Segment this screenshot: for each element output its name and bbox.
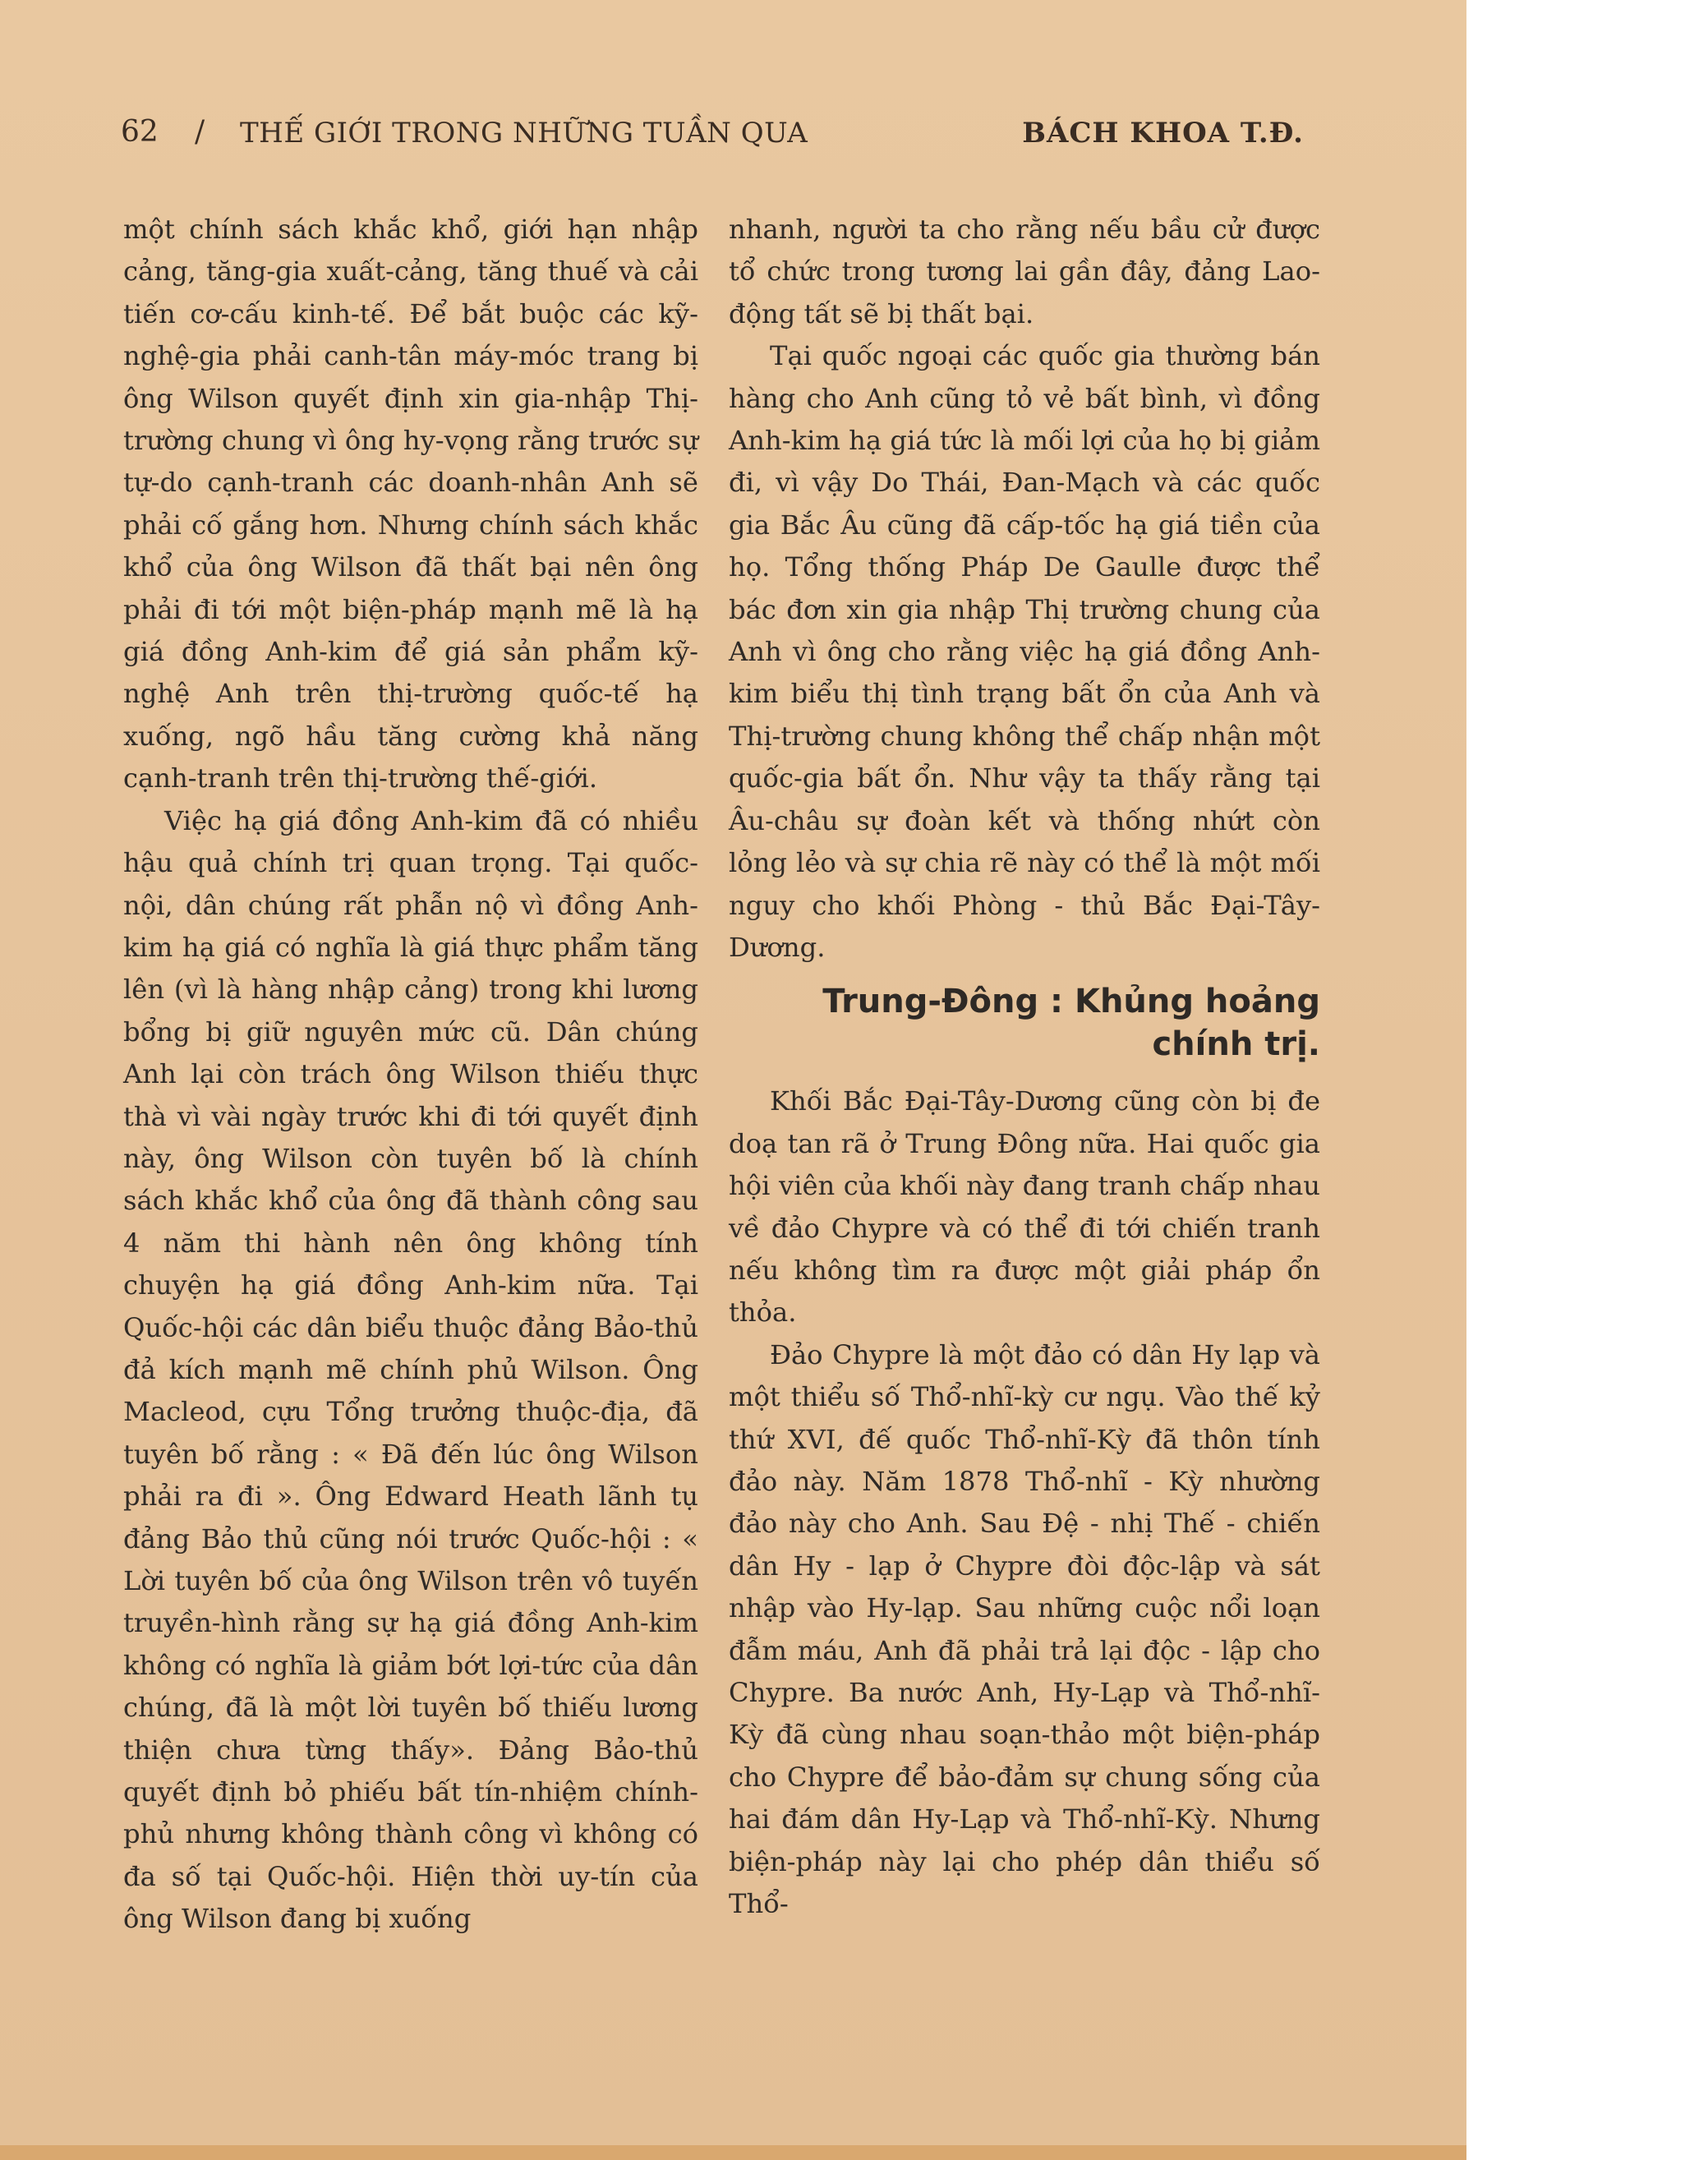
section-heading-line-2: chính trị. <box>1152 1025 1320 1064</box>
right-paragraph-4: Đảo Chypre là một đảo có dân Hy lạp và một thiểu số Thổ-nhĩ-kỳ cư ngụ. Vào thế kỷ thứ XVI, đế quốc Thổ-nhĩ-Kỳ đã thôn tính đảo này. Năm 1878 Thổ-nhĩ - Kỳ nhường đảo này cho Anh. Sau Đệ - nhị Thế - chiến dân Hy - lạp ở Chypre đòi độc-lập và sát nhập vào Hy-lạp. Sau những cuộc nổi loạn đẫm máu, Anh đã phải trả lại độc - lập cho Chypre. Ba nước Anh, Hy-Lạp và Thổ-nhĩ-Kỳ đã cùng nhau soạn-thảo một biện-pháp cho Chypre để bảo-đảm sự chung sống của hai đám dân Hy-Lạp và Thổ-nhĩ-Kỳ. Nhưng biện-pháp này lại cho phép dân thiểu số Thổ- <box>729 1338 1320 1920</box>
page-header <box>121 115 1304 161</box>
right-column <box>729 209 1320 1925</box>
page-number: 62 <box>121 115 159 149</box>
journal-name: BÁCH KHOA T.Đ. <box>1022 117 1304 150</box>
right-paragraph-3: Khối Bắc Đại-Tây-Dương cũng còn bị đe doạ tan rã ở Trung Đông nữa. Hai quốc gia hội viên của khối này đang tranh chấp nhau về đảo Chypre và có thể đi tới chiến tranh nếu không tìm ra được một giải pháp ổn thỏa. <box>729 1085 1320 1329</box>
section-heading-line-1: Trung-Đông : Khủng hoảng <box>822 983 1320 1021</box>
header-separator: / <box>195 115 205 149</box>
left-paragraph-1: một chính sách khắc khổ, giới hạn nhập cảng, tăng-gia xuất-cảng, tăng thuế và cải tiến cơ-cấu kinh-tế. Để bắt buộc các kỹ-nghệ-gia phải canh-tân máy-móc trang bị ông Wilson quyết định xin gia-nhập Thị-trường chung vì ông hy-vọng rằng trước sự tự-do cạnh-tranh các doanh-nhân Anh sẽ phải cố gắng hơn. Nhưng chính sách khắc khổ của ông Wilson đã thất bại nên ông phải đi tới một biện-pháp mạnh mẽ là hạ giá đồng Anh-kim để giá sản phẩm kỹ-nghệ Anh trên thị-trường quốc-tế hạ xuống, ngõ hầu tăng cường khả năng cạnh-tranh trên thị-trường thế-giới. <box>123 214 698 794</box>
right-paragraph-2: Tại quốc ngoại các quốc gia thường bán hàng cho Anh cũng tỏ vẻ bất bình, vì đồng Anh-kim hạ giá tức là mối lợi của họ bị giảm đi, vì vậy Do Thái, Đan-Mạch và các quốc gia Bắc Âu cũng đã cấp-tốc hạ giá tiền của họ. Tổng thống Pháp De Gaulle được thể bác đơn xin gia nhập Thị trường chung của Anh vì ông cho rằng việc hạ giá đồng Anh-kim biểu thị tình trạng bất ổn của Anh và Thị-trường chung không thể chấp nhận một quốc-gia bất ổn. Như vậy ta thấy rằng tại Âu-châu sự đoàn kết và thống nhứt còn lỏng lẻo và sự chia rẽ này có thể là một mối nguy cho khối Phòng - thủ Bắc Đại-Tây-Dương. <box>729 340 1320 963</box>
left-paragraph-2: Việc hạ giá đồng Anh-kim đã có nhiều hậu quả chính trị quan trọng. Tại quốc-nội, dân chúng rất phẫn nộ vì đồng Anh-kim hạ giá có nghĩa là giá thực phẩm tăng lên (vì là hàng nhập cảng) trong khi lương bổng bị giữ nguyên mức cũ. Dân chúng Anh lại còn trách ông Wilson thiếu thực thà vì vài ngày trước khi đi tới quyết định này, ông Wilson còn tuyên bố là chính sách khắc khổ của ông đã thành công sau 4 năm thi hành nên ông không tính chuyện hạ giá đồng Anh-kim nữa. Tại Quốc-hội các dân biểu thuộc đảng Bảo-thủ đả kích mạnh mẽ chính phủ Wilson. Ông Macleod, cựu Tổng trưởng thuộc-địa, đã tuyên bố rằng : « Đã đến lúc ông Wilson phải ra đi ». Ông Edward Heath lãnh tụ đảng Bảo thủ cũng nói trước Quốc-hội : « Lời tuyên bố của ông Wilson trên vô tuyến truyền-hình rằng sự hạ giá đồng Anh-kim không có nghĩa là giảm bớt lợi-tức của dân chúng, đã là một lời tuyên bố thiếu lương thiện chưa từng thấy». Đảng Bảo-thủ quyết định bỏ phiếu bất tín-nhiệm chính-phủ nhưng không thành công vì không có đa số tại Quốc-hội. Hiện thời uy-tín của ông Wilson đang bị xuống <box>123 804 698 1935</box>
section-heading <box>729 980 1320 1066</box>
left-column <box>123 209 698 1941</box>
right-paragraph-1: nhanh, người ta cho rằng nếu bầu cử được tổ chức trong tương lai gần đây, đảng Lao-động tất sẽ bị thất bại. <box>729 214 1320 329</box>
section-title: THẾ GIỚI TRONG NHỮNG TUẦN QUA <box>240 117 808 150</box>
